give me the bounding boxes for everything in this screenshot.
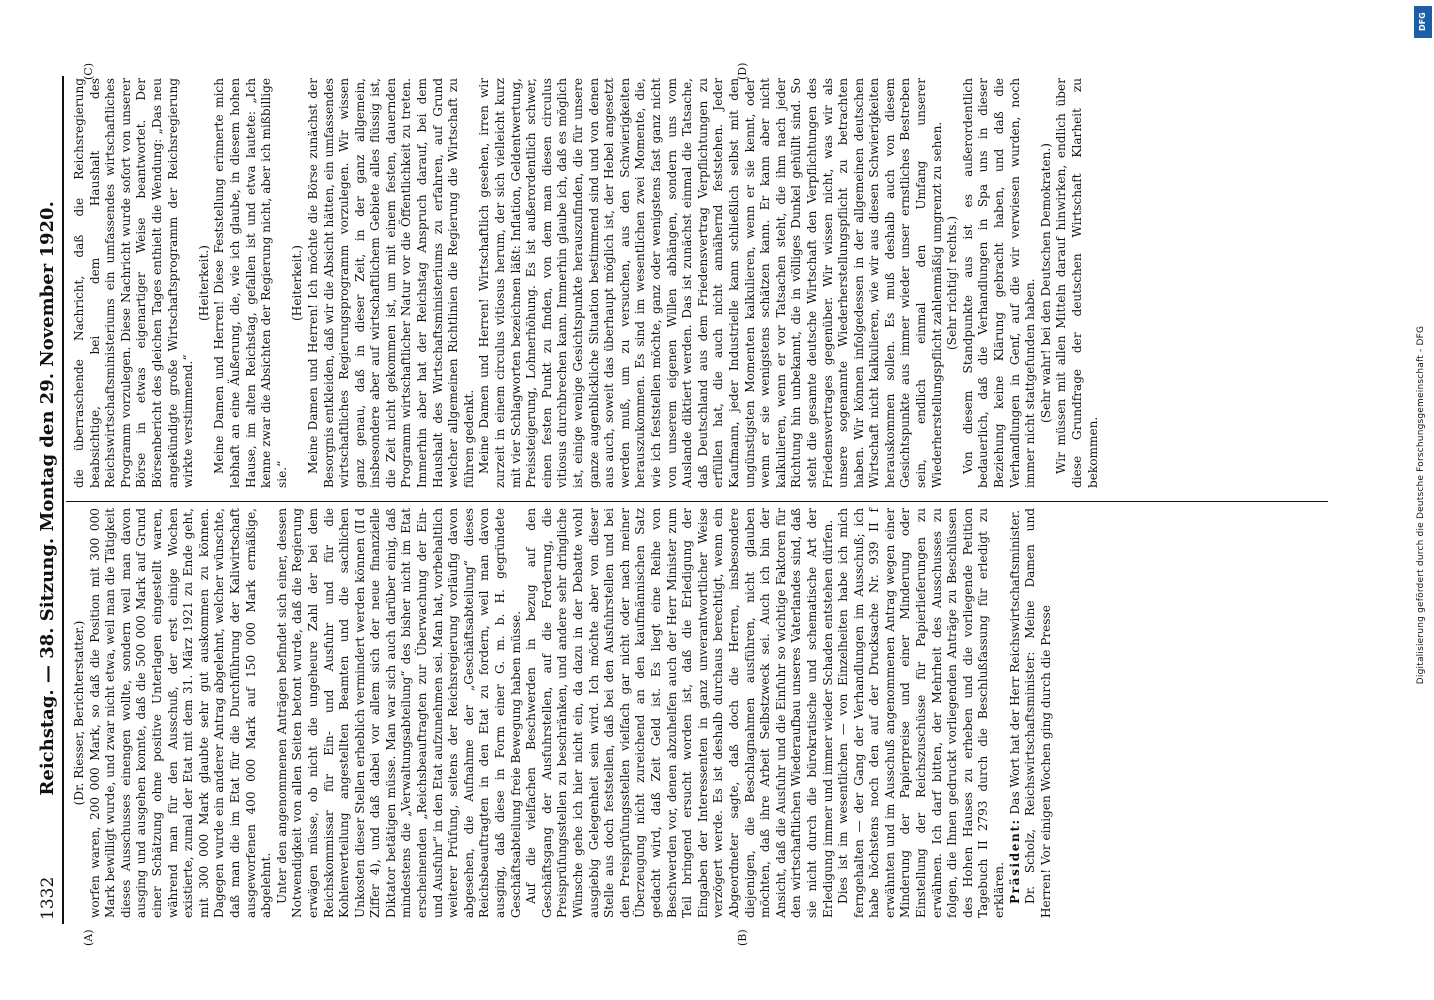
speaker-name: Präsident: [1007,818,1022,904]
paragraph: Dies ist im wesentlichen — von Einzelheiten habe ich mich ferngehalten — der Gang der Verhandlungen im Ausschuß; ich habe höchstens noch den auf der Drucksache Nr. 939 II f erwähnten und im Ausschuß angenommenen Antrag wegen einer Minderung der Papierpreise und einer Minderung oder Einstellung der Reichszuschüsse für Papierlieferungen zu erwähnen. Ich darf bitten, der Mehrheit des Ausschusses zu folgen, die Ihnen gedruckt vorliegenden Anträge zu Beschlüssen des Hohen Hauses zu erheben und die vorliegende Petition Tagebuch II 2793 durch die Beschlußfassung für erledigt zu erklären. [836,508,1007,918]
speech-intro [1008,508,1024,918]
margin-mark-b: (B) [736,929,749,946]
right-column [72,78,1101,488]
paragraph: Meine Damen und Herren! Diese Feststellung erinnerte mich lebhaft an eine Äußerung, die, wie ich glaube, in diesem hohen Hause, im alten Reichstag, gefallen ist und etwa lautete: „Ich kenne zwar die Absichten der Regierung nicht, aber ich mißbillige sie.“ [212,78,289,488]
left-column [72,508,1054,918]
paragraph: die überraschende Nachricht, daß die Reichsregierung beabsichtige, bei dem Haushalt des Reichswirtschaftsministeriums ein umfassendes wirtschaftliches Programm vorzulegen. Diese Nachricht wurde sofort von unserer Börse in etwas eigenartiger Weise beantwortet. Der Börsenbericht des gleichen Tages enthielt die Wendung: „Das neu angekündigte große Wirtschaftsprogramm der Reichsregierung wirkte verstimmend.“ [72,78,196,488]
paragraph: worfen waren, 200 000 Mark, so daß die Position mit 300 000 Mark bewilligt wurde, und zwar nicht etwa, weil man die Tätigkeit dieses Ausschusses einengen wollte, sondern weil man davon ausging und ausgehen konnte, daß die 500 000 Mark auf Grund einer Schätzung ohne positive Unterlagen eingestellt waren, während man für den Ausschuß, der erst einige Wochen existierte, zumal der Etat mit dem 31. März 1921 zu Ende geht, mit 300 000 Mark glaubte sehr gut auskommen zu können. Dagegen wurde ein anderer Antrag abgelehnt, welcher wünschte, daß man die im Etat für die Durchführung der Kaliwirtschaft ausgeworfenen 400 000 Mark auf 150 000 Mark ermäßige, abgelehnt. [87,508,274,918]
paragraph: Meine Damen und Herren! Wirtschaftlich gesehen, irren wir zurzeit in einem circulus vitiosus herum, der sich vielleicht kurz mit vier Schlagworten bezeichnen läßt: Inflation, Geldentwertung, Preissteigerung, Lohnerhöhung. Es ist außerordentlich schwer, einen festen Punkt zu finden, von dem man diesen circulus vitiosus durchbrechen kann. Immerhin glaube ich, daß es möglich ist, einige wenige Gesichtspunkte herauszufinden, die für unsere ganze augenblickliche Situation bestimmend sind und von denen aus auch, soweit das überhaupt möglich ist, der Hebel angesetzt werden muß, um zu versuchen, aus den Schwierigkeiten herauszukommen. Es sind im wesentlichen zwei Momente, die, wie ich feststellen möchte, ganz oder wenigstens fast ganz nicht von unserem eigenen Willen abhängen, sondern uns vom Auslande diktiert werden. Das ist zunächst einmal die Tatsache, daß Deutschland aus dem Friedensvertrag Verpflichtungen zu erfüllen hat, die auch nicht annähernd feststehen. Jeder Kaufmann, jeder Industrielle kann schließlich selbst mit den ungünstigsten Momenten kalkulieren, wenn er sie kennt, oder wenn er sie wenigstens schätzen kann. Er kann aber nicht kalkulieren, wenn er vor Tatsachen steht, die ihm nach jeder Richtung hin unbekannt, die in völliges Dunkel gehüllt sind. So steht die gesamte deutsche Wirtschaft den Verpflichtungen des Friedensvertrages gegenüber. Wir wissen nicht, was wir als unsere sogenannte Wiederherstellungspflicht zu betrachten haben. Wir können infolgedessen in der allgemeinen deutschen Wirtschaft nicht kalkulieren, wie wir aus diesen Schwierigkeiten herauskommen sollen. Es muß deshalb auch von diesem Gesichtspunkte aus immer wieder unser ernstliches Bestreben sein, endlich einmal den Umfang unserer Wiederherstellungspflicht zahlenmäßig umgrenzt zu sehen. [477,78,944,488]
speech-text: Meine Damen und Herren! Vor einigen Wochen ging durch die Presse [1023,508,1053,918]
page-header [28,80,58,920]
page-number: 1332 [38,876,58,920]
speaker-name: Dr. Scholz, [1023,828,1038,904]
credit-text: Digitalisierung gefördert durch die Deutsche Forschungsgemeinschaft - DFG [1416,325,1426,685]
paragraph: Unter den angenommenen Anträgen befindet sich einer, dessen Notwendigkeit von allen Seiten betont wurde, daß die Regierung erwägen müsse, ob nicht die ungeheure Zahl der bei dem Reichskommissar für Ein- und Ausfuhr und für die Kohlenverteilung angestellten Beamten und die sachlichen Unkosten dieser Stellen erheblich vermindert werden können (II d Ziffer 4), und daß dabei vor allem sich der neue finanzielle Diktator betätigen müsse. Man war sich auch darüber einig, daß mindestens die „Verwaltungsabteilung“ des bisher nicht im Etat erscheinenden „Reichsbeauftragten zur Überwachung der Ein- und Ausfuhr“ in den Etat aufzunehmen sei. Man hat, vorbehaltlich weiterer Prüfung, seitens der Reichsregierung vorläufig davon abgesehen, die Aufnahme der „Geschäftsabteilung“ dieses Reichsbeauftragten in den Etat zu fordern, weil man davon ausging, daß diese in Form einer G. m. b. H. gegründete Geschäftsabteilung freie Bewegung haben müsse. [274,508,523,918]
dfg-logo: DFG [1414,6,1432,38]
interjection: (Heiterkeit.) [290,245,305,321]
speech-text: Das Wort hat der Herr Reichswirtschaftsminister. [1007,509,1022,815]
margin-mark-a: (A) [82,929,95,946]
column-divider [66,501,1328,502]
interjection: (Sehr wahr! bei den Deutschen Demokraten.) [1038,143,1053,423]
scanned-page [0,40,1364,960]
paragraph: Von diesem Standpunkte aus ist es außerordentlich bedauerlich, daß die Verhandlungen in Spa uns in dieser Beziehung keine Klärung gebracht haben, und daß die Verhandlungen in Genf, auf die wir verwiesen wurden, noch immer nicht stattgefunden haben. [960,78,1038,488]
page-title: Reichstag. — 38. Sitzung. Montag den 29. November 1920. [37,201,58,796]
paragraph: Wir müssen mit allen Mitteln darauf hinwirken, endlich über diese Grundfrage der deutschen Wirtschaft Klarheit zu bekommen. [1054,78,1100,488]
interjection: (Sehr richtig! rechts.) [945,215,960,351]
margin-mark-c: (C) [82,63,95,80]
header-rule [62,76,64,924]
margin-mark-d: (D) [736,62,749,80]
digitization-credit [1408,0,1434,1000]
paragraph: Auf die vielfachen Beschwerden in bezug auf den Geschäftsgang der Ausfuhrstellen, auf die Forderung, die Preisprüfungsstellen zu beschränken, und andere sehr dringliche Wünsche gehe ich hier nicht ein, da dazu in der Debatte wohl ausgiebig Gelegenheit sein wird. Ich möchte aber von dieser Stelle aus doch feststellen, daß bei den Ausfuhrstellen und bei den Preisprüfungsstellen vielfach gar nicht oder nach meiner Überzeugung nicht zureichend an den kaufmännischen Satz gedacht wird, daß Zeit Geld ist. Es liegt eine Reihe von Beschwerden vor, denen abzuhelfen auch der Herr Minister zum Teil bringend ersucht worden ist, daß die Erledigung der Eingaben der Interessenten in ganz unverantwortlicher Weise verzögert werde. Es ist deshalb durchaus berechtigt, wenn ein Abgeordneter sagte, daß doch die Herren, insbesondere diejenigen, die Beschlagnahmen ausführen, nicht glauben möchten, daß ihre Arbeit Selbstzweck sei. Auch ich bin der Ansicht, daß die Ausfuhr und die Einfuhr so wichtige Faktoren für den wirtschaftlichen Wiederaufbau unseres Vaterlandes sind, daß sie nicht durch die bürokratische und schematische Art der Erledigung immer und immer wieder Schaden entstehen dürfen. [524,508,835,918]
interjection: (Heiterkeit.) [196,245,211,321]
speaker-role: Reichswirtschaftsminister: [1023,651,1038,817]
speaker-note: (Dr. Riesser, Berichterstatter.) [72,620,86,806]
speech-intro [1023,508,1054,918]
paragraph: Meine Damen und Herren! Ich möchte die Börse zunächst der Besorgnis entkleiden, daß wir die Absicht hätten, ein umfassendes wirtschaftliches Regierungsprogramm vorzulegen. Wir wissen ganz genau, daß in dieser Zeit, in der ganz allgemein, insbesondere aber auf wirtschaftlichem Gebiete alles flüssig ist, die Zeit nicht gekommen ist, um mit einem festen, dauernden Programm wirtschaftlicher Natur vor die Öffentlichkeit zu treten. Immerhin aber hat der Reichstag Anspruch darauf, bei dem Haushalt des Wirtschaftsministeriums zu erfahren, auf Grund welcher allgemeinen Richtlinien die Regierung die Wirtschaft zu führen gedenkt. [305,78,476,488]
